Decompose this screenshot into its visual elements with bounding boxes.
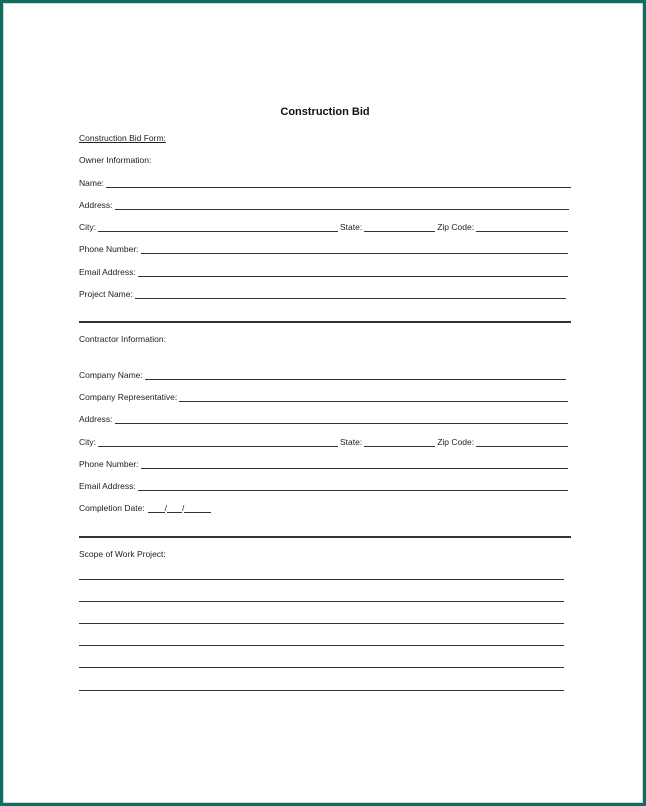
owner-project-label: Project Name: — [79, 289, 133, 299]
owner-phone-field[interactable] — [141, 243, 568, 254]
contractor-phone-field[interactable] — [141, 458, 568, 469]
contractor-address-field[interactable] — [115, 413, 568, 424]
contractor-email-field[interactable] — [138, 480, 568, 491]
owner-email-label: Email Address: — [79, 267, 136, 277]
owner-zip-label: Zip Code: — [437, 222, 475, 232]
contractor-rep-field[interactable] — [179, 391, 568, 402]
scope-line[interactable] — [79, 645, 564, 646]
contractor-company-field[interactable] — [145, 369, 566, 380]
contractor-address-row — [79, 412, 568, 424]
form-heading: Construction Bid Form: — [79, 133, 166, 143]
owner-city-label: City: — [79, 222, 96, 232]
owner-address-row — [79, 198, 569, 210]
contractor-rep-label: Company Representative: — [79, 392, 178, 402]
completion-year-field[interactable] — [184, 502, 211, 513]
contractor-rep-row — [79, 390, 568, 402]
owner-email-row — [79, 265, 568, 277]
document-title: Construction Bid — [280, 106, 370, 118]
completion-date-label: Completion Date: — [79, 503, 145, 513]
owner-section-heading: Owner Information: — [79, 155, 152, 165]
scope-line[interactable] — [79, 623, 564, 624]
owner-name-label: Name: — [79, 178, 105, 188]
contractor-phone-label: Phone Number: — [79, 459, 139, 469]
owner-city-field[interactable] — [98, 221, 338, 232]
contractor-city-field[interactable] — [98, 436, 338, 447]
contractor-email-label: Email Address: — [79, 481, 136, 491]
owner-project-row — [79, 287, 566, 299]
contractor-zip-field[interactable] — [476, 436, 568, 447]
completion-day-field[interactable] — [164, 502, 185, 513]
owner-state-field[interactable] — [364, 221, 435, 232]
contractor-company-label: Company Name: — [79, 370, 143, 380]
owner-email-field[interactable] — [138, 266, 568, 277]
scope-line[interactable] — [79, 579, 564, 580]
date-separator-1: / — [164, 503, 168, 513]
contractor-city-label: City: — [79, 437, 96, 447]
contractor-state-field[interactable] — [364, 436, 435, 447]
document-page — [3, 3, 643, 803]
owner-project-field[interactable] — [135, 288, 566, 299]
completion-month-field[interactable] — [148, 502, 168, 513]
date-separator-2: / — [182, 503, 185, 513]
section-divider — [79, 321, 571, 323]
owner-phone-label: Phone Number: — [79, 244, 139, 254]
scope-line[interactable] — [79, 667, 564, 668]
owner-state-label: State: — [340, 222, 363, 232]
owner-city-row — [79, 220, 568, 232]
contractor-address-label: Address: — [79, 414, 113, 424]
contractor-company-row — [79, 368, 566, 380]
contractor-city-row — [79, 435, 568, 447]
contractor-email-row — [79, 479, 568, 491]
section-divider — [79, 536, 571, 538]
contractor-state-label: State: — [340, 437, 363, 447]
owner-address-field[interactable] — [115, 199, 569, 210]
contractor-zip-label: Zip Code: — [437, 437, 475, 447]
owner-zip-field[interactable] — [476, 221, 568, 232]
completion-date-row — [79, 501, 211, 513]
scope-line[interactable] — [79, 690, 564, 691]
owner-address-label: Address: — [79, 200, 113, 210]
contractor-section-heading: Contractor Information: — [79, 334, 166, 344]
owner-phone-row — [79, 242, 568, 254]
owner-name-field[interactable] — [106, 177, 571, 188]
scope-section-heading: Scope of Work Project: — [79, 549, 166, 559]
owner-name-row — [79, 176, 571, 188]
scope-line[interactable] — [79, 601, 564, 602]
contractor-phone-row — [79, 457, 568, 469]
